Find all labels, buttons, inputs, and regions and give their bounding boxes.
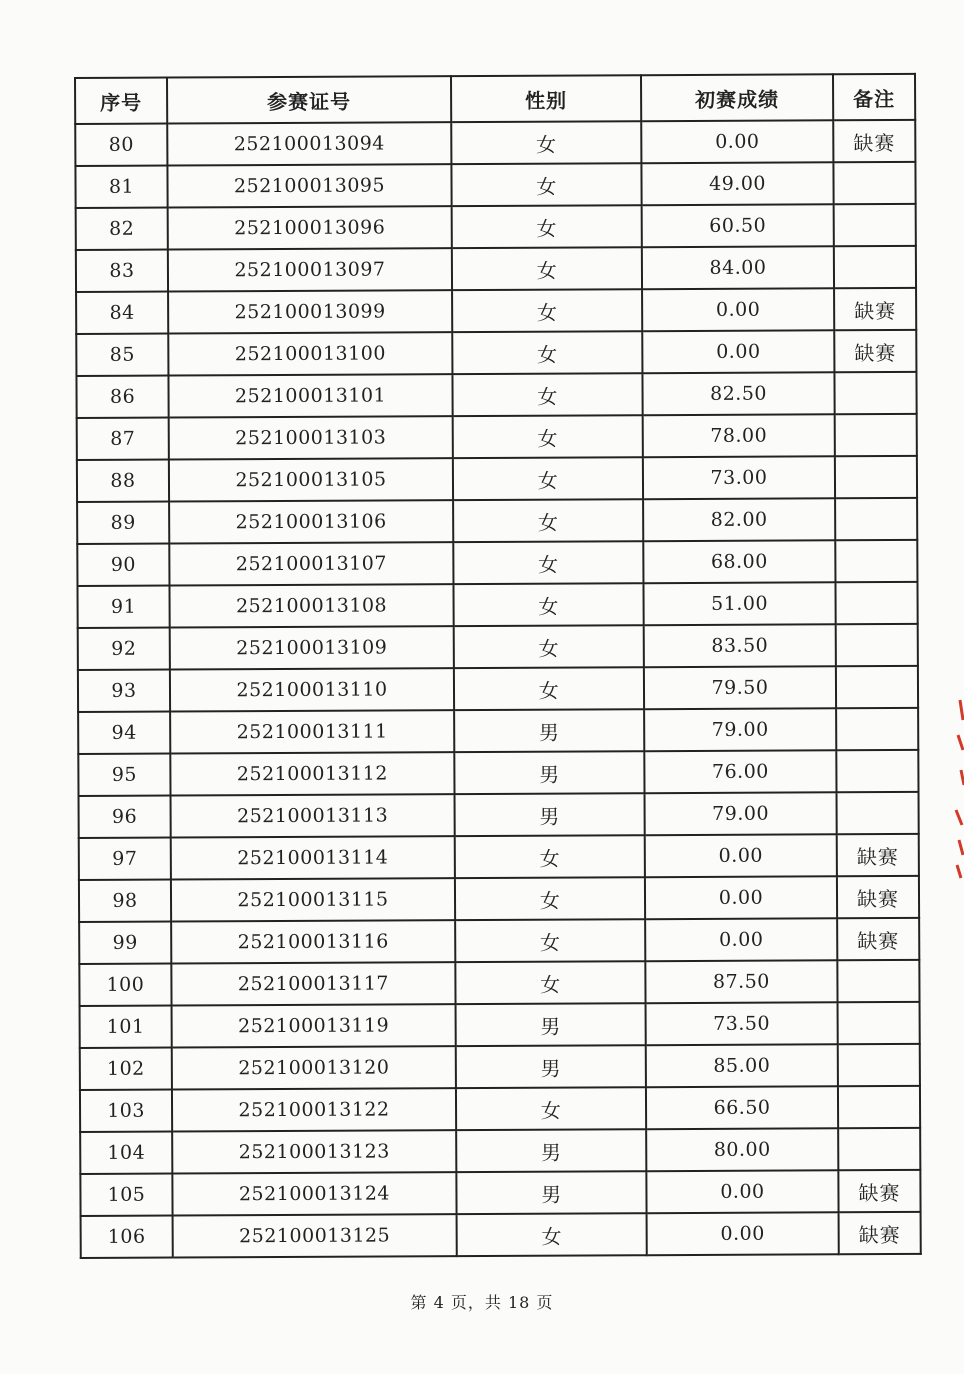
cell-ticket-id: 252100013110 bbox=[170, 668, 454, 711]
cell-score: 66.50 bbox=[646, 1086, 838, 1129]
cell-ticket-id: 252100013100 bbox=[168, 332, 452, 375]
cell-seq: 86 bbox=[76, 376, 168, 418]
cell-ticket-id: 252100013123 bbox=[172, 1130, 456, 1173]
cell-remark bbox=[838, 1002, 920, 1044]
cell-seq: 93 bbox=[78, 670, 170, 712]
header-ticket-id: 参赛证号 bbox=[167, 76, 451, 123]
cell-score: 0.00 bbox=[642, 288, 834, 331]
cell-remark: 缺赛 bbox=[837, 876, 919, 918]
cell-ticket-id: 252100013113 bbox=[171, 794, 455, 837]
table-row bbox=[76, 246, 916, 292]
cell-gender: 男 bbox=[456, 1003, 646, 1046]
cell-seq: 82 bbox=[76, 208, 168, 250]
cell-gender: 女 bbox=[452, 373, 642, 416]
cell-remark bbox=[834, 204, 916, 246]
table-row bbox=[78, 708, 918, 754]
cell-remark bbox=[836, 750, 918, 792]
cell-remark bbox=[836, 708, 918, 750]
cell-gender: 女 bbox=[455, 919, 645, 962]
cell-seq: 95 bbox=[78, 754, 170, 796]
cell-seq: 81 bbox=[75, 166, 167, 208]
cell-ticket-id: 252100013112 bbox=[170, 752, 454, 795]
cell-seq: 85 bbox=[76, 334, 168, 376]
cell-remark bbox=[838, 1086, 920, 1128]
cell-gender: 女 bbox=[455, 877, 645, 920]
cell-score: 82.50 bbox=[642, 372, 834, 415]
cell-gender: 女 bbox=[454, 625, 644, 668]
table-row bbox=[77, 456, 917, 502]
table-row bbox=[80, 1044, 920, 1090]
cell-score: 73.00 bbox=[643, 456, 835, 499]
cell-gender: 女 bbox=[453, 499, 643, 542]
table-header-row bbox=[75, 74, 915, 124]
cell-score: 76.00 bbox=[644, 750, 836, 793]
cell-ticket-id: 252100013101 bbox=[168, 374, 452, 417]
table-row bbox=[78, 750, 918, 796]
cell-ticket-id: 252100013125 bbox=[173, 1214, 457, 1257]
table-row bbox=[79, 918, 919, 964]
cell-seq: 90 bbox=[77, 544, 169, 586]
table-row bbox=[77, 414, 917, 460]
cell-score: 80.00 bbox=[646, 1128, 838, 1171]
stamp-fragment-icon bbox=[948, 690, 964, 880]
cell-remark: 缺赛 bbox=[837, 834, 919, 876]
cell-score: 78.00 bbox=[643, 414, 835, 457]
cell-seq: 103 bbox=[80, 1090, 172, 1132]
cell-score: 87.50 bbox=[645, 960, 837, 1003]
cell-gender: 女 bbox=[451, 163, 641, 206]
cell-remark: 缺赛 bbox=[834, 330, 916, 372]
cell-score: 0.00 bbox=[647, 1212, 839, 1255]
cell-ticket-id: 252100013107 bbox=[169, 542, 453, 585]
table-row bbox=[79, 834, 919, 880]
cell-gender: 女 bbox=[453, 415, 643, 458]
cell-seq: 100 bbox=[79, 964, 171, 1006]
cell-ticket-id: 252100013109 bbox=[170, 626, 454, 669]
cell-seq: 96 bbox=[79, 796, 171, 838]
cell-gender: 女 bbox=[452, 205, 642, 248]
cell-ticket-id: 252100013122 bbox=[172, 1088, 456, 1131]
cell-seq: 88 bbox=[77, 460, 169, 502]
cell-seq: 104 bbox=[80, 1132, 172, 1174]
cell-remark bbox=[835, 456, 917, 498]
cell-remark bbox=[837, 792, 919, 834]
cell-remark bbox=[835, 582, 917, 624]
table-row bbox=[79, 876, 919, 922]
cell-gender: 男 bbox=[454, 751, 644, 794]
cell-ticket-id: 252100013103 bbox=[169, 416, 453, 459]
cell-gender: 女 bbox=[453, 541, 643, 584]
cell-remark bbox=[834, 372, 916, 414]
cell-ticket-id: 252100013108 bbox=[169, 584, 453, 627]
cell-ticket-id: 252100013099 bbox=[168, 290, 452, 333]
cell-remark: 缺赛 bbox=[834, 288, 916, 330]
cell-score: 0.00 bbox=[642, 330, 834, 373]
cell-seq: 102 bbox=[80, 1048, 172, 1090]
cell-seq: 101 bbox=[80, 1006, 172, 1048]
table-row bbox=[76, 204, 916, 250]
header-remark: 备注 bbox=[833, 74, 915, 120]
table-row bbox=[80, 1128, 920, 1174]
cell-remark bbox=[838, 1128, 920, 1170]
cell-score: 79.00 bbox=[645, 792, 837, 835]
table-row bbox=[76, 288, 916, 334]
cell-remark: 缺赛 bbox=[833, 120, 915, 162]
cell-score: 0.00 bbox=[646, 1170, 838, 1213]
cell-gender: 女 bbox=[452, 331, 642, 374]
cell-gender: 女 bbox=[453, 457, 643, 500]
cell-seq: 89 bbox=[77, 502, 169, 544]
table-row bbox=[79, 960, 919, 1006]
cell-score: 73.50 bbox=[646, 1002, 838, 1045]
cell-ticket-id: 252100013094 bbox=[167, 122, 451, 165]
table-row bbox=[76, 330, 916, 376]
cell-remark bbox=[838, 1044, 920, 1086]
cell-remark: 缺赛 bbox=[839, 1212, 921, 1254]
cell-score: 79.00 bbox=[644, 708, 836, 751]
cell-ticket-id: 252100013111 bbox=[170, 710, 454, 753]
cell-score: 68.00 bbox=[643, 540, 835, 583]
cell-seq: 87 bbox=[77, 418, 169, 460]
table-row bbox=[80, 1170, 920, 1216]
cell-ticket-id: 252100013117 bbox=[171, 962, 455, 1005]
cell-remark: 缺赛 bbox=[837, 918, 919, 960]
table-row bbox=[78, 666, 918, 712]
cell-score: 0.00 bbox=[641, 120, 833, 163]
scores-table bbox=[74, 73, 922, 1259]
table-row bbox=[77, 540, 917, 586]
table-row bbox=[77, 582, 917, 628]
cell-score: 83.50 bbox=[644, 624, 836, 667]
header-seq: 序号 bbox=[75, 78, 167, 124]
cell-seq: 97 bbox=[79, 838, 171, 880]
cell-remark bbox=[836, 624, 918, 666]
cell-score: 0.00 bbox=[645, 918, 837, 961]
cell-remark bbox=[834, 246, 916, 288]
cell-gender: 女 bbox=[454, 667, 644, 710]
cell-remark bbox=[836, 666, 918, 708]
cell-remark bbox=[837, 960, 919, 1002]
cell-gender: 男 bbox=[456, 1171, 646, 1214]
cell-seq: 106 bbox=[81, 1216, 173, 1258]
cell-score: 60.50 bbox=[642, 204, 834, 247]
page-number: 第 4 页，共 18 页 bbox=[410, 1293, 554, 1312]
cell-ticket-id: 252100013114 bbox=[171, 836, 455, 879]
cell-score: 0.00 bbox=[645, 834, 837, 877]
table-row bbox=[80, 1002, 920, 1048]
cell-score: 79.50 bbox=[644, 666, 836, 709]
cell-gender: 男 bbox=[455, 793, 645, 836]
table-row bbox=[77, 498, 917, 544]
cell-remark bbox=[833, 162, 915, 204]
cell-score: 0.00 bbox=[645, 876, 837, 919]
cell-score: 51.00 bbox=[643, 582, 835, 625]
cell-ticket-id: 252100013097 bbox=[168, 248, 452, 291]
cell-remark bbox=[835, 498, 917, 540]
cell-gender: 女 bbox=[451, 121, 641, 164]
cell-ticket-id: 252100013119 bbox=[172, 1004, 456, 1047]
cell-seq: 91 bbox=[77, 586, 169, 628]
table-row bbox=[80, 1086, 920, 1132]
cell-remark: 缺赛 bbox=[838, 1170, 920, 1212]
cell-score: 82.00 bbox=[643, 498, 835, 541]
table-row bbox=[75, 120, 915, 166]
cell-gender: 女 bbox=[452, 289, 642, 332]
cell-score: 49.00 bbox=[641, 162, 833, 205]
cell-score: 84.00 bbox=[642, 246, 834, 289]
cell-gender: 女 bbox=[452, 247, 642, 290]
cell-ticket-id: 252100013115 bbox=[171, 878, 455, 921]
header-score: 初赛成绩 bbox=[641, 74, 833, 121]
table-body bbox=[75, 120, 921, 1258]
cell-gender: 男 bbox=[454, 709, 644, 752]
cell-seq: 99 bbox=[79, 922, 171, 964]
cell-ticket-id: 252100013105 bbox=[169, 458, 453, 501]
cell-ticket-id: 252100013096 bbox=[168, 206, 452, 249]
cell-gender: 女 bbox=[456, 1087, 646, 1130]
cell-gender: 女 bbox=[455, 961, 645, 1004]
cell-seq: 92 bbox=[78, 628, 170, 670]
table-row bbox=[76, 372, 916, 418]
cell-gender: 男 bbox=[456, 1045, 646, 1088]
cell-seq: 98 bbox=[79, 880, 171, 922]
cell-score: 85.00 bbox=[646, 1044, 838, 1087]
cell-seq: 84 bbox=[76, 292, 168, 334]
cell-remark bbox=[835, 414, 917, 456]
cell-seq: 105 bbox=[80, 1174, 172, 1216]
table-row bbox=[79, 792, 919, 838]
table-row bbox=[78, 624, 918, 670]
cell-gender: 男 bbox=[456, 1129, 646, 1172]
cell-gender: 女 bbox=[453, 583, 643, 626]
cell-gender: 女 bbox=[457, 1213, 647, 1256]
table-row bbox=[81, 1212, 921, 1258]
cell-ticket-id: 252100013116 bbox=[171, 920, 455, 963]
header-gender: 性别 bbox=[451, 75, 641, 122]
cell-seq: 94 bbox=[78, 712, 170, 754]
cell-gender: 女 bbox=[455, 835, 645, 878]
cell-ticket-id: 252100013106 bbox=[169, 500, 453, 543]
cell-seq: 80 bbox=[75, 124, 167, 166]
cell-ticket-id: 252100013124 bbox=[172, 1172, 456, 1215]
cell-remark bbox=[835, 540, 917, 582]
cell-ticket-id: 252100013095 bbox=[167, 164, 451, 207]
cell-ticket-id: 252100013120 bbox=[172, 1046, 456, 1089]
cell-seq: 83 bbox=[76, 250, 168, 292]
table-row bbox=[75, 162, 915, 208]
